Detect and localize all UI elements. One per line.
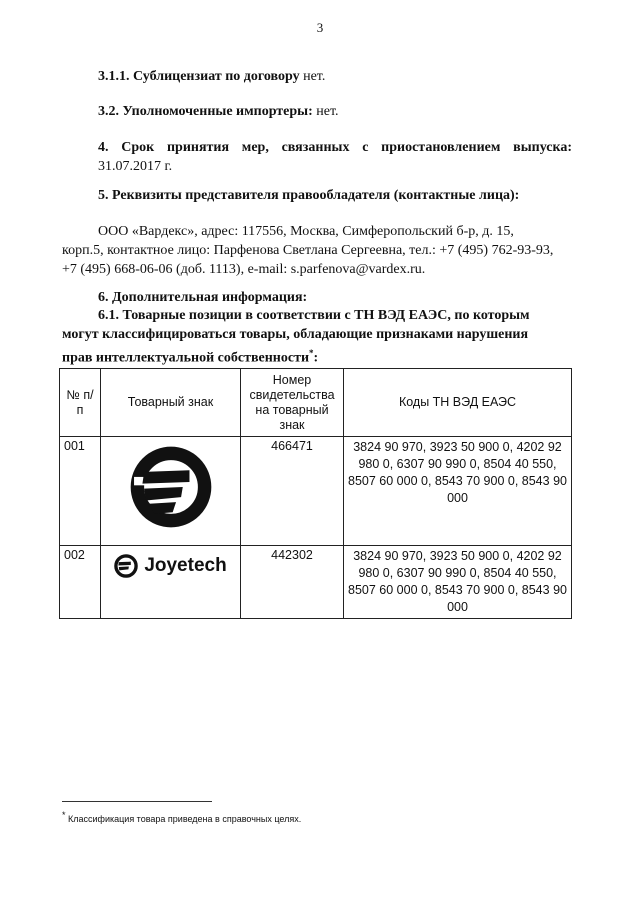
header-num: № п/п xyxy=(60,369,101,437)
section-3-2-label: 3.2. Уполномоченные импортеры: xyxy=(98,104,313,119)
section-6-1-line-2: могут классифицироваться товары, обладающие признаками нарушения xyxy=(62,327,529,342)
tn-ved-table xyxy=(59,368,572,619)
section-6-1-line-3-wrap xyxy=(62,344,572,368)
section-6-1-line-3: прав интеллектуальной собственности xyxy=(62,350,310,366)
section-4-value: 31.07.2017 г. xyxy=(98,159,173,174)
section-4 xyxy=(62,138,572,176)
header-codes: Коды ТН ВЭД ЕАЭС xyxy=(344,369,572,437)
section-3-1-1 xyxy=(98,67,572,86)
codes-cell: 3824 90 970, 3923 50 900 0, 4202 92 980 0, 6307 90 990 0, 8504 40 550, 8507 60 000 0, 8543 70 900 0, 8543 90 000 xyxy=(344,546,572,619)
section-3-1-1-value: нет. xyxy=(299,69,326,84)
contact-line-3: +7 (495) 668-06-06 (доб. 1113), e-mail: s.parfenova@vardex.ru. xyxy=(62,262,426,277)
section-6-heading: 6. Дополнительная информация: xyxy=(98,290,308,305)
page-number: 3 xyxy=(316,20,324,35)
section-6-1-line-1: 6.1. Товарные позиции в соответствии с ТН ВЭД ЕАЭС, по которым xyxy=(98,308,530,323)
joyetech-logo xyxy=(105,554,236,578)
footnote-divider xyxy=(62,801,212,802)
footnote xyxy=(62,810,301,824)
contact-block xyxy=(62,222,572,279)
header-trademark: Товарный знак xyxy=(101,369,241,437)
certificate-cell: 466471 xyxy=(241,437,344,546)
row-num: 001 xyxy=(60,437,101,546)
section-4-label: 4. Срок принятия мер, связанных с приостановлением выпуска: xyxy=(98,140,572,155)
section-6-1-colon: : xyxy=(313,350,319,366)
certificate-cell: 442302 xyxy=(241,546,344,619)
codes-cell: 3824 90 970, 3923 50 900 0, 4202 92 980 0, 6307 90 990 0, 8504 40 550, 8507 60 000 0, 8543 70 900 0, 8543 90 000 xyxy=(344,437,572,546)
footnote-text: Классификация товара приведена в справочных целях. xyxy=(68,814,302,824)
section-3-2 xyxy=(98,102,572,121)
contact-line-1: ООО «Вардекс», адрес: 117556, Москва, Симферопольский б-р, д. 15, xyxy=(98,224,514,239)
table-header-row xyxy=(60,369,572,437)
section-5-heading: 5. Реквизиты представителя правообладателя (контактные лица): xyxy=(98,188,520,203)
trademark-cell xyxy=(101,546,241,619)
table-row xyxy=(60,546,572,619)
trademark-cell xyxy=(101,437,241,546)
section-3-1-1-label: 3.1.1. Сублицензиат по договору xyxy=(98,69,300,84)
section-3-2-value: нет. xyxy=(312,104,339,119)
section-6-1 xyxy=(62,306,572,368)
table-row xyxy=(60,437,572,546)
header-certificate: Номер свидетельства на товарный знак xyxy=(241,369,344,437)
row-num: 002 xyxy=(60,546,101,619)
asterisk-mark: * xyxy=(309,348,314,358)
footnote-mark: * xyxy=(62,810,66,820)
joyetech-logo-icon xyxy=(114,554,138,578)
joyetech-wordmark: Joyetech xyxy=(144,555,227,576)
joyetech-symbol-icon xyxy=(129,445,213,529)
contact-line-2: корп.5, контактное лицо: Парфенова Светлана Сергеевна, тел.: +7 (495) 762-93-93, xyxy=(62,243,554,258)
